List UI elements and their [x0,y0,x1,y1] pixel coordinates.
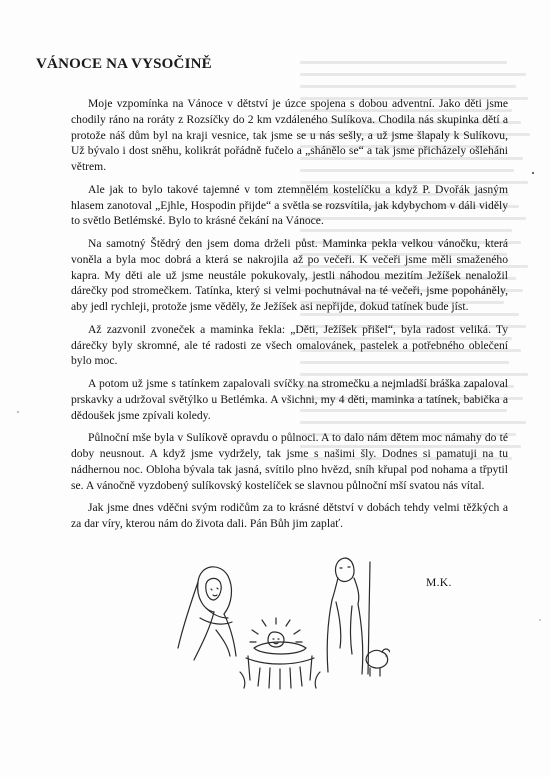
nativity-scene-icon [170,548,390,693]
article-title: VÁNOCE NA VYSOČINĚ [36,56,212,72]
paragraph-carols: A potom už jsme s tatínkem zapalovali svíčky na stromečku a nejmladší bráška zapaloval prskavky a udržoval světýlko u Betlémka. A všichni, my 4 děti, maminka a tatínek, babička a dědoušek jsme zpívali koledy. [71,377,508,422]
paragraph-presents: Až zazvonil zvoneček a maminka řekla: „Děti, Ježíšek přišel“, byla radost veliká. Ty dárečky byly skromné, ale té radosti ze všech omalovánek, pastelek a potřebného oblečení bylo moc. [71,322,508,368]
paragraph-christmas-eve: Na samotný Štědrý den jsem doma drželi půst. Maminka pekla velkou vánočku, která voněla a byla moc dobrá a která se nakrojila až po večeři. K večeři jsme měli smaženého kapra. My děti ale už jsme neustále pokukovaly, jestli náhodou mezitím Ježíšek nenaložil dárečky pod stromečkem. Tatínka, který si velmi pochutnával na té večeři, jsme popoháněly, aby jedl rychleji, protože jsme věděly, že Ježíšek asi nepřijde, dokud tatínek bude jíst. [71,237,508,313]
paragraph-midnight-mass: Půlnoční mše byla v Sulíkově opravdu o půlnoci. A to dalo nám dětem moc námahy do té doby neusnout. A když jsme vydržely, tak jsme s našimi šly. Dodnes si pamatuji na tu nádhernou noc. Obloha bývala tak jasná, svítilo plno hvězd, sníh křupal pod nohama a třpytil se. A vánočně vyzdobený sulíkovský kostelíček se slavnou půlnoční mší svatou nás vítal. [71,431,508,492]
paragraph-rorate-mass: Ale jak to bylo takové tajemné v tom ztemnělém kostelíčku a když P. Dvořák jasným hlasem zanotoval „Ejhle, Hospodin přijde“ a světla se rozsvítila, jak kdybychom v dáli viděly to světlo Betlémské. Bylo to krásné čekání na Vánoce. [71,182,508,228]
author-signature: M.K. [426,576,452,589]
paragraph-gratitude: Jak jsme dnes vděčni svým rodičům za to krásné dětství v dobách tehdy velmi těžkých a za dar víry, kterou nám do života dali. Pán Bůh jim zaplať. [71,501,508,530]
paragraph-advent: Moje vzpomínka na Vánoce v dětství je úzce spojena s dobou adventní. Jako děti jsme chodily ráno na roráty z Rozsíčky do 2 km vzdáleného Sulíkova. Chodila nás skupinka dětí a protože náš dům byl na kraji vesnice, tak jsme se u nás sešly, a už jsme šlapaly k Sulíkovu, Už bývalo i dost sněhu, kolikrát pořádně fučelo a „shánělo se“ a tak jsme přicházely ošleháni větrem. [71,97,508,173]
article-body [71,96,508,532]
